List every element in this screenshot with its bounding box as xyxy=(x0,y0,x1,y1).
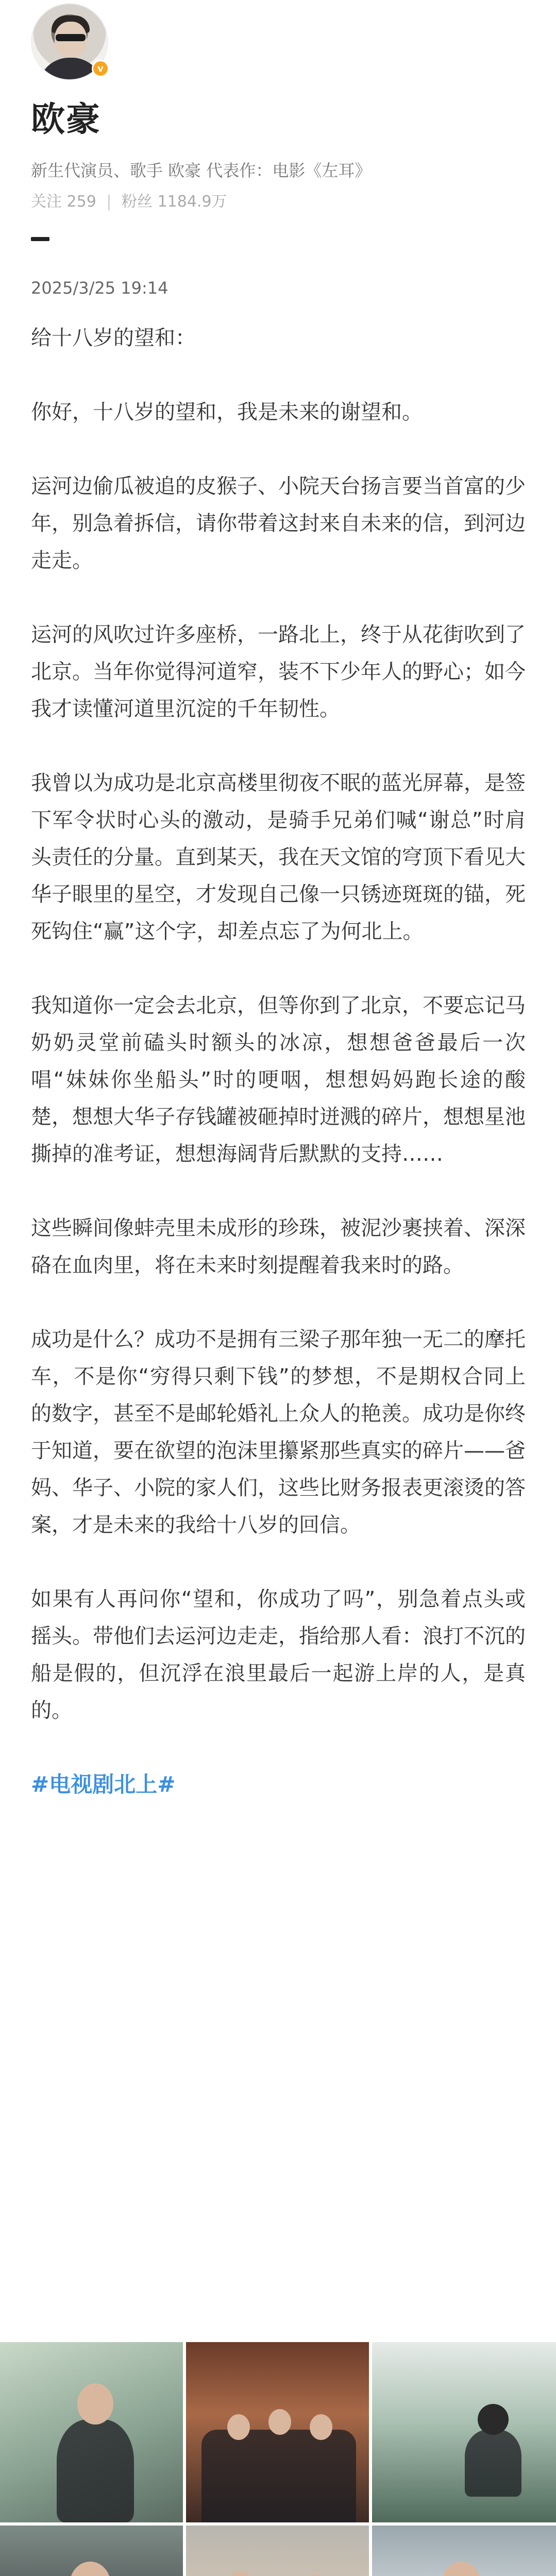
v-badge-icon: v xyxy=(92,60,109,77)
person-head xyxy=(268,2409,291,2435)
image-gallery xyxy=(0,2342,556,2576)
gallery-image[interactable] xyxy=(186,2342,369,2522)
profile-name[interactable]: 欧豪 xyxy=(31,99,101,139)
hashtag-link[interactable]: #电视剧北上# xyxy=(31,1772,176,1797)
gallery-image[interactable] xyxy=(0,2342,183,2522)
person-silhouette xyxy=(57,2419,134,2522)
fans-count[interactable]: 1184.9万 xyxy=(157,193,227,211)
gallery-image[interactable] xyxy=(186,2526,369,2576)
person-head xyxy=(77,2383,113,2425)
post-paragraph: 给十八岁的望和： xyxy=(31,326,196,350)
gallery-image[interactable] xyxy=(372,2342,556,2522)
post-paragraph: 如果有人再问你“望和，你成功了吗”，别急着点头或摇头。带他们去运河边走走，指给那人看：浪打不沉的船是假的，但沉浮在浪里最后一起游上岸的人，是真的。 xyxy=(31,1587,526,1722)
follow-count[interactable]: 259 xyxy=(66,193,96,211)
person-silhouette xyxy=(465,2430,521,2497)
fans-label[interactable]: 粉丝 xyxy=(122,193,153,211)
post-paragraph: 你好，十八岁的望和，我是未来的谢望和。 xyxy=(31,400,423,424)
person-head xyxy=(310,2414,332,2440)
post-paragraph: 运河的风吹过许多座桥，一路北上，终于从花街吹到了北京。当年你觉得河道窄，装不下少年人的野心；如今我才读懂河道里沉淀的千年韧性。 xyxy=(31,623,526,721)
group-silhouette xyxy=(201,2430,356,2522)
person-head xyxy=(222,2572,258,2576)
gallery-image[interactable] xyxy=(0,2526,183,2576)
avatar-glasses xyxy=(56,34,86,41)
gallery-image[interactable] xyxy=(372,2526,556,2576)
profile-bio: 新生代演员、歌手 欧豪 代表作：电影《左耳》 xyxy=(31,161,372,180)
person-head xyxy=(70,2562,111,2576)
post-paragraph: 我知道你一定会去北京，但等你到了北京，不要忘记马奶奶灵堂前磕头时额头的冰凉，想想爸爸最后一次唱“妹妹你坐船头”时的哽咽，想想妈妈跑长途的酸楚，想想大华子存钱罐被砸掉时迸溅的碎片，想想星池撕掉的准考证，想想海阔背后默默的支持…… xyxy=(31,994,526,1166)
person-head xyxy=(478,2404,509,2435)
post-paragraph: 运河边偷瓜被追的皮猴子、小院天台扬言要当首富的少年，别急着拆信，请你带着这封来自未来的信，到河边走走。 xyxy=(31,474,526,572)
post-paragraph: 我曾以为成功是北京高楼里彻夜不眠的蓝光屏幕，是签下军令状时心头的激动，是骑手兄弟们喊“谢总”时肩头责任的分量。直到某天，我在天文馆的穹顶下看见大华子眼里的星空，才发现自己像一只锈迹斑斑的锚，死死钩住“赢”这个字，却差点忘了为何北上。 xyxy=(31,771,526,943)
person-head xyxy=(227,2414,250,2440)
post-paragraph: 这些瞬间像蚌壳里未成形的珍珠，被泥沙裹挟着、深深硌在血肉里，将在未来时刻提醒着我来时的路。 xyxy=(31,1216,526,1277)
stats-divider: | xyxy=(106,193,112,211)
post-paragraph: 成功是什么？成功不是拥有三梁子那年独一无二的摩托车，不是你“穷得只剩下钱”的梦想，不是期权合同上的数字，甚至不是邮轮婚礼上众人的艳羡。成功是你终于知道，要在欲望的泡沫里攥紧那些真实的碎片——爸妈、华子、小院的家人们，这些比财务报表更滚烫的答案，才是未来的我给十八岁的回信。 xyxy=(31,1328,526,1537)
profile-stats xyxy=(31,189,227,211)
post-datetime: 2025/3/25 19:14 xyxy=(31,278,169,298)
post-body xyxy=(31,278,526,1803)
section-divider xyxy=(31,237,49,241)
person-head xyxy=(442,2562,481,2576)
follow-label[interactable]: 关注 xyxy=(31,193,62,211)
